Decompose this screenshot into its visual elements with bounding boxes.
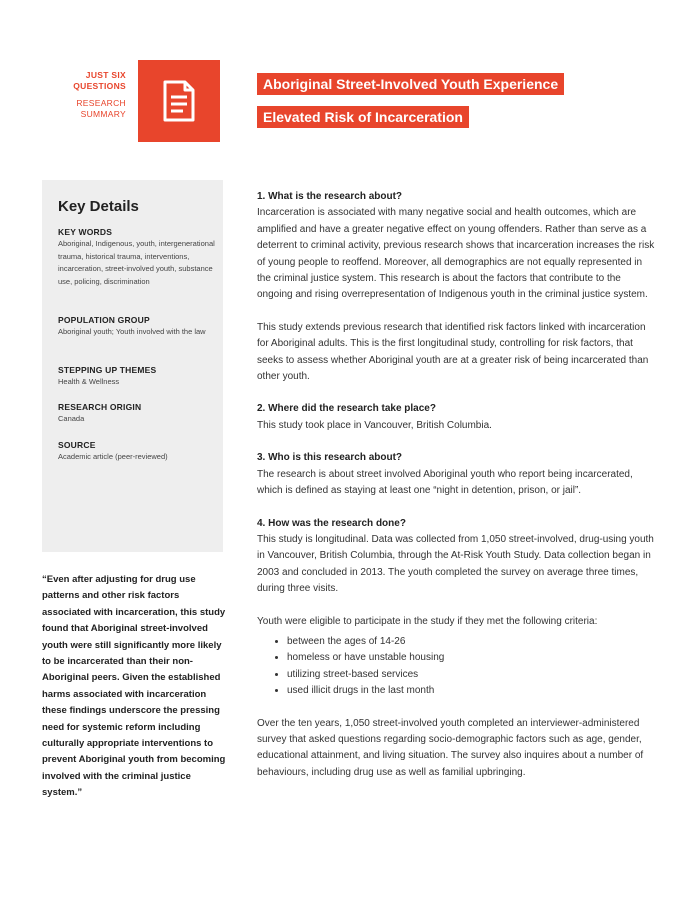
document-icon-tile	[138, 60, 220, 142]
series-label	[40, 70, 126, 120]
section-body: Aboriginal, Indigenous, youth, intergenerational trauma, historical trauma, interventions, incarceration, street-involved youth, substance use, policing, discrimination	[58, 239, 215, 286]
section-heading: SOURCE	[58, 440, 96, 450]
main-content	[257, 189, 657, 797]
question-2-paragraph: This study took place in Vancouver, British Columbia.	[257, 419, 492, 431]
list-item: • utilizing street-based services	[287, 667, 657, 683]
section-body: Aboriginal youth; Youth involved with the law	[58, 327, 206, 336]
key-details-panel	[42, 180, 223, 552]
sub-label-line-1: RESEARCH	[76, 98, 126, 108]
pull-quote: “Even after adjusting for drug use patterns and other risk factors associated with incarceration, this study found that Aboriginal street-involved youth were still significantly more likely to be incarcerated than their non-Aboriginal peers. Given the established harms associated with incarceration these findings underscore the pressing need for systemic reform including culturally appropriate interventions to prevent Aboriginal youth from becoming involved with the criminal justice system.”	[42, 574, 226, 799]
question-3-paragraph: The research is about street involved Aboriginal youth who report being incarcerated, which is defined as staying at least one “night in detention, prison, or jail”.	[257, 468, 633, 497]
question-1-heading: 1. What is the research about?	[257, 191, 403, 202]
list-item: • between the ages of 14-26	[287, 634, 657, 650]
section-heading: RESEARCH ORIGIN	[58, 402, 142, 412]
question-1-paragraph-1: Incarceration is associated with many negative social and health outcomes, which are amplified and have a greater negative effect on young offenders. Rather than serve as a deterrent to criminal activity, previous research shows that incarceration increases the risk of young people to reoffend. Moreover, all demographics are not equally represented in the criminal justice system. This research is about the factors that contribute to the ongoing and rising overrepresentation of Indigenous youth in the criminal justice system.	[257, 207, 655, 301]
question-4-heading: 4. How was the research done?	[257, 517, 406, 529]
section-heading: KEY WORDS	[58, 227, 113, 237]
document-icon	[161, 79, 197, 123]
key-words-section	[58, 227, 218, 288]
population-group-section	[58, 315, 218, 339]
research-origin-section	[58, 402, 218, 426]
question-1-paragraph-2: This study extends previous research that identified risk factors linked with incarceration for Aboriginal adults. This is the first longitudinal study, controlling for risk factors, that seeks to assess whether Aboriginal youth are at a greater risk of being incarcerated than other youth.	[257, 321, 649, 383]
section-body: Academic article (peer-reviewed)	[58, 452, 168, 461]
section-heading: STEPPING UP THEMES	[58, 365, 157, 375]
question-3-heading: 3. Who is this research about?	[257, 452, 403, 464]
list-item: • used illicit drugs in the last month	[287, 683, 657, 699]
label-line-2: QUESTIONS	[73, 81, 126, 91]
label-line-1: JUST SIX	[85, 70, 126, 80]
stepping-up-themes-section	[58, 365, 218, 389]
sub-label-line-2: SUMMARY	[80, 109, 126, 119]
question-4-paragraph-1: This study is longitudinal. Data was collected from 1,050 street-involved, drug-using youth in Vancouver, British Columbia, through the At-Risk Youth Study. Data collection began in 2003 and concluded in 2013. The youth completed the survey on average three times, during three visits.	[257, 533, 654, 595]
title-line-2: Elevated Risk of Incarceration	[257, 106, 469, 128]
section-body: Canada	[58, 414, 85, 423]
section-body: Health & Wellness	[58, 377, 120, 386]
source-section	[58, 440, 218, 464]
title-line-1: Aboriginal Street-Involved Youth Experience	[257, 73, 564, 95]
section-heading: POPULATION GROUP	[58, 315, 150, 325]
list-item: • homeless or have unstable housing	[287, 650, 657, 666]
question-4-paragraph-2: Youth were eligible to participate in the study if they met the following criteria:	[257, 615, 598, 627]
criteria-list	[257, 634, 657, 700]
key-details-title: Key Details	[58, 198, 139, 215]
question-2-heading: 2. Where did the research take place?	[257, 403, 436, 415]
question-4-paragraph-3: Over the ten years, 1,050 street-involved youth completed an interviewer-administered survey that asked questions regarding socio-demographic factors such as age, gender, educational attainment, and living situation. The survey also inquires about a number of behaviours, including drug use as well as familial upbringing.	[257, 717, 644, 778]
